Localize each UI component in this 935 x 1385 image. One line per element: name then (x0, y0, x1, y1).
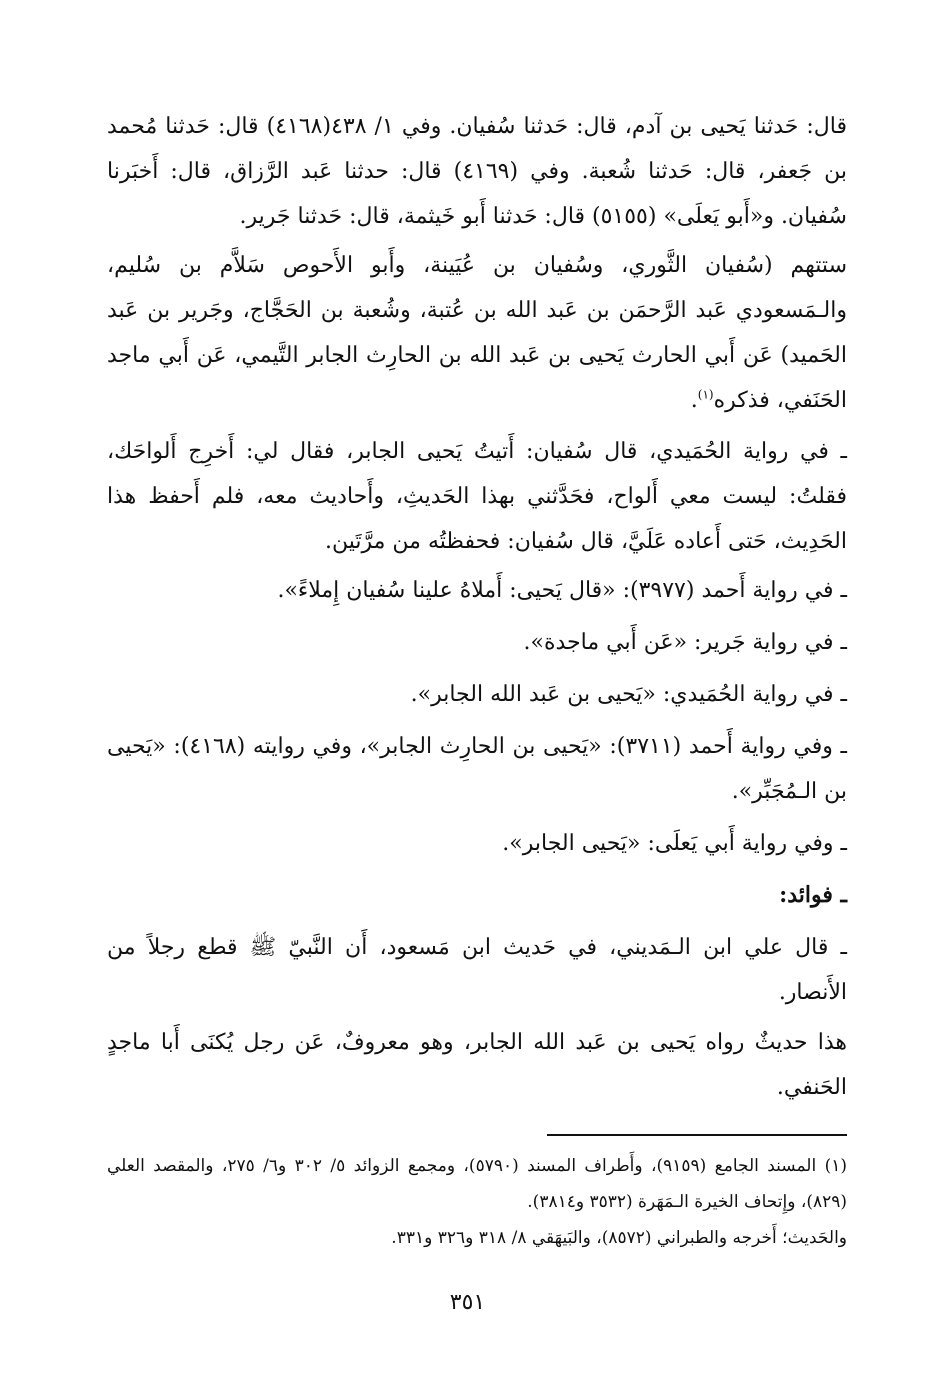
paragraph-chains (107, 243, 847, 423)
footnote-marker: (١) (697, 387, 714, 402)
body-text (107, 104, 847, 1110)
footnote-divider (547, 1134, 847, 1136)
footnote-1: (١) المسند الجامع (٩١٥٩)، وأَطراف المسند (٥٧٩٠)، ومجمع الزوائد ٥/ ٣٠٢ و٦/ ٢٧٥، والمقصد العلي (٨٢٩)، وإِتحاف الخيرة الـمَهَرة (٣٥٣٢ و٣٨١٤). (107, 1156, 847, 1212)
benefits-heading: ـ فوائد: (779, 882, 847, 908)
paragraph-humaydi: ـ في رواية الحُمَيدي، قال سُفيان: أَتيتُ يَحيى الجابر، فقال لي: أَخرِج أَلواحَك، فقلتُ: ليست معي أَلواح، فحَدَّثني بهذا الحَديثِ، وأَحاديث معه، فلم أَحفظ هذا الحَدِيث، حَتى أَعاده عَلَيَّ، قال سُفيان: فحفظتُه من مرَّتَين. (107, 439, 847, 554)
note-abu-yala: ـ وفي رواية أَبي يَعلَى: «يَحيى الجابر». (502, 831, 847, 856)
paragraph-chains-text: ستتهم (سُفيان الثَّوري، وسُفيان بن عُيَينة، وأَبو الأَحوص سَلاَّم بن سُليم، والـمَسعودي عَبد الرَّحمَن بن عَبد الله بن عُتبة، وشُعبة بن الحَجَّاج، وجَرير بن عَبد الحَميد) عَن أَبي الحارث يَحيى بن عَبد الله بن الحارِث الجابر التَّيمي، عَن أَبي ماجد الحَنَفي، فذكره (107, 253, 847, 413)
note-jarir: ـ في رواية جَرير: «عَن أَبي ماجدة». (523, 630, 847, 655)
page-number: ٣٥١ (449, 1290, 486, 1315)
footnote-2: والحَديث؛ أَخرجه والطبراني (٨٥٧٢)، والبَيهَقي ٨/ ٣١٨ و٣٢٦ و٣٣١. (391, 1228, 847, 1248)
paragraph-chains-end: . (690, 388, 698, 413)
note-ahmad-3711: ـ وفي رواية أَحمد (٣٧١١): «يَحيى بن الحارِث الجابر»، وفي روايته (٤١٦٨): «يَحيى بن الـمُجَبِّر». (107, 734, 847, 804)
footnotes (107, 1148, 847, 1256)
paragraph-conclusion: هذا حديثٌ رواه يَحيى بن عَبد الله الجابر، وهو معروفٌ، عَن رجل يُكنَى أَبا ماجدٍ الحَنفي. (107, 1030, 847, 1100)
note-humaydi: ـ في رواية الحُمَيدي: «يَحيى بن عَبد الله الجابر». (410, 682, 847, 707)
paragraph-isnad: قال: حَدثنا يَحيى بن آدم، قال: حَدثنا سُفيان. وفي ١/ ٤٣٨(٤١٦٨) قال: حَدثنا مُحمد بن جَعفر، قال: حَدثنا شُعبة. وفي (٤١٦٩) قال: حدثنا عَبد الرَّزاق، قال: أَخبَرنا سُفيان. و«أَبو يَعلَى» (٥١٥٥) قال: حَدثنا أَبو خَيثمة، قال: حَدثنا جَرير. (107, 114, 848, 229)
note-ahmad-3977: ـ في رواية أَحمد (٣٩٧٧): «قال يَحيى: أَملاهُ علينا سُفيان إِملاءً». (277, 578, 847, 603)
note-ibn-madini: ـ قال علي ابن الـمَديني، في حَديث ابن مَسعود، أَن النَّبيّ ﷺ قطع رجلاً من الأَنصار. (107, 935, 847, 1005)
